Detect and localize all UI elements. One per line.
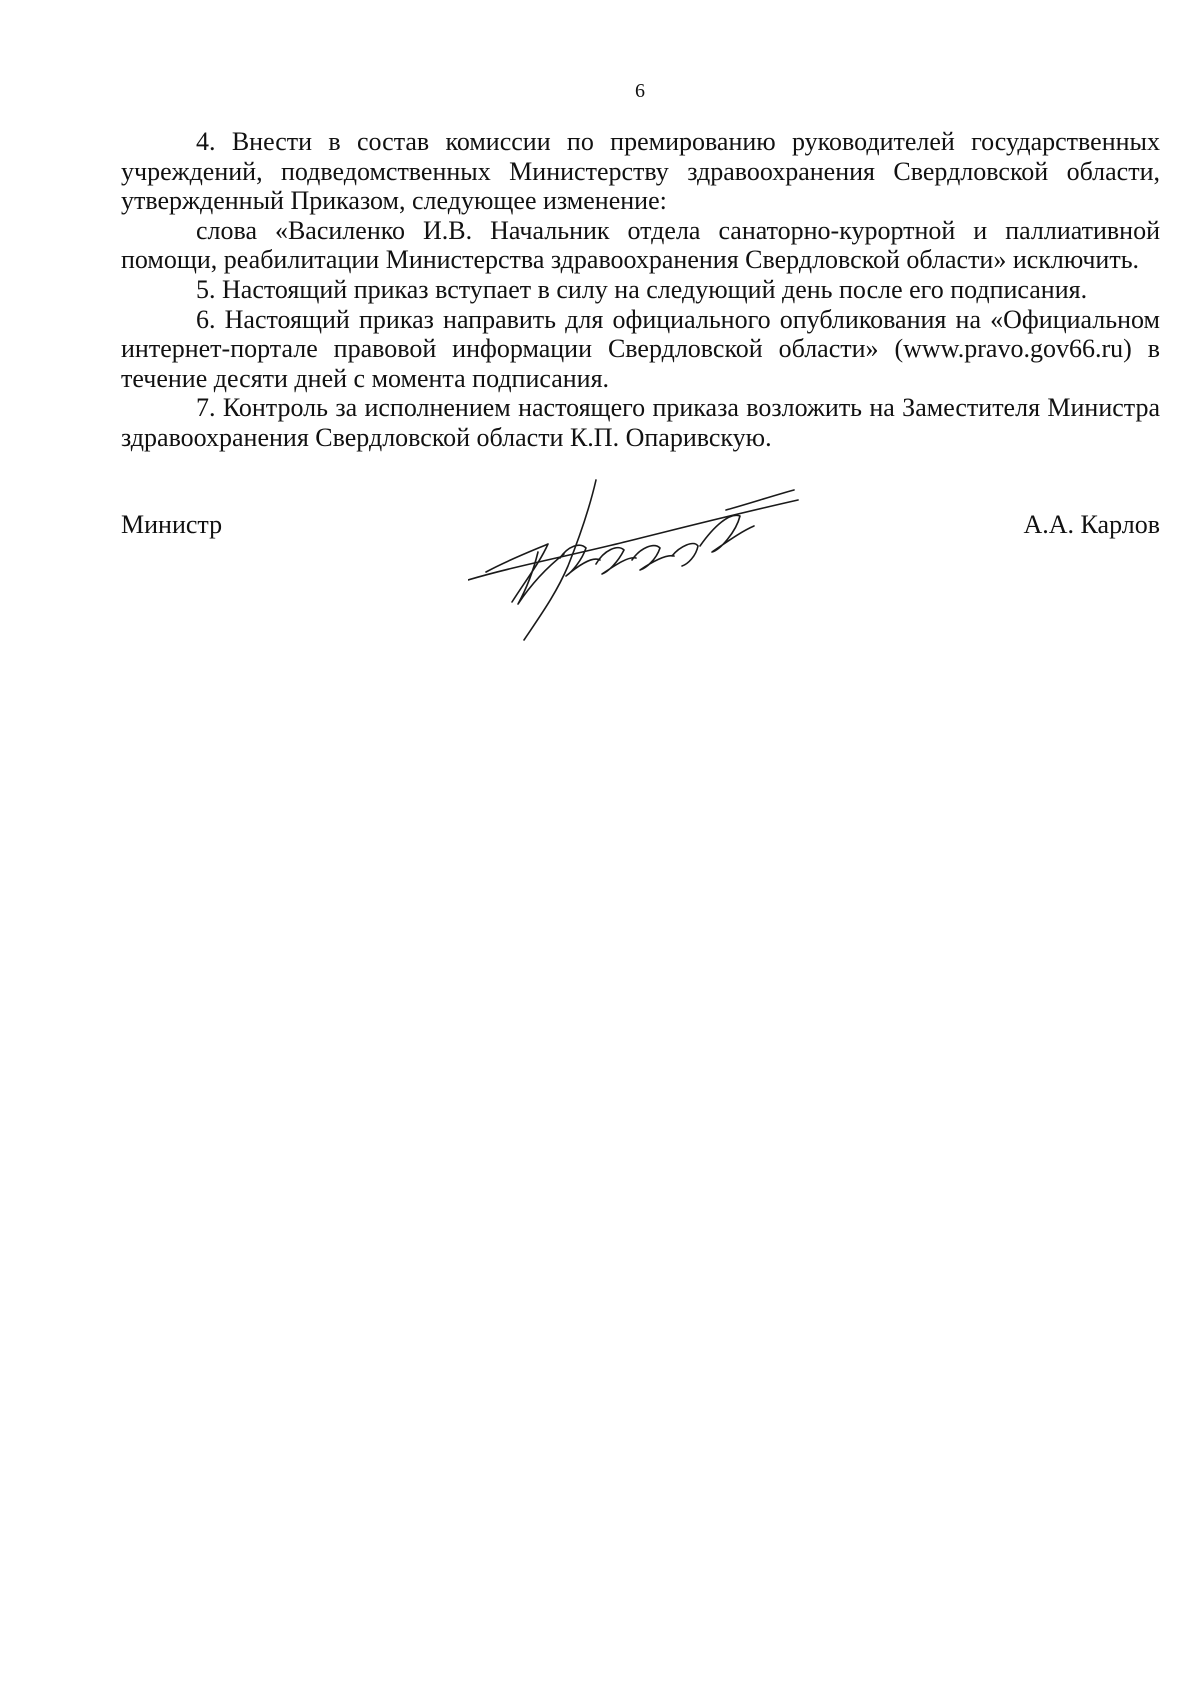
page-number: 6 [635, 80, 645, 102]
paragraph-item-5: 5. Настоящий приказ вступает в силу на следующий день после его подписания. [196, 274, 1088, 304]
handwritten-signature [468, 476, 808, 646]
signatory-name: А.А. Карлов [1023, 510, 1160, 539]
signatory-position: Министр [121, 510, 223, 539]
paragraph-item-7: 7. Контроль за исполнением настоящего приказа возложить на Заместителя Министра здравоохранения Свердловской области К.П. Опаривскую. [121, 393, 1160, 452]
paragraph-item-4: 4. Внести в состав комиссии по премированию руководителей государственных учреждений, подведомственных Министерству здравоохранения Свердловской области, утвержденный Приказом, следующее изменение: [121, 127, 1160, 216]
paragraph-item-6: 6. Настоящий приказ направить для официального опубликования на «Официальном интернет-портале правовой информации Свердловской области» (www.pravo.gov66.ru) в течение десяти дней с момента подписания. [121, 304, 1160, 393]
document-body [121, 127, 1160, 453]
paragraph-item-4-text: слова «Василенко И.В. Начальник отдела санаторно-курортной и паллиативной помощи, реабилитации Министерства здравоохранения Свердловской области» исключить. [121, 215, 1160, 275]
